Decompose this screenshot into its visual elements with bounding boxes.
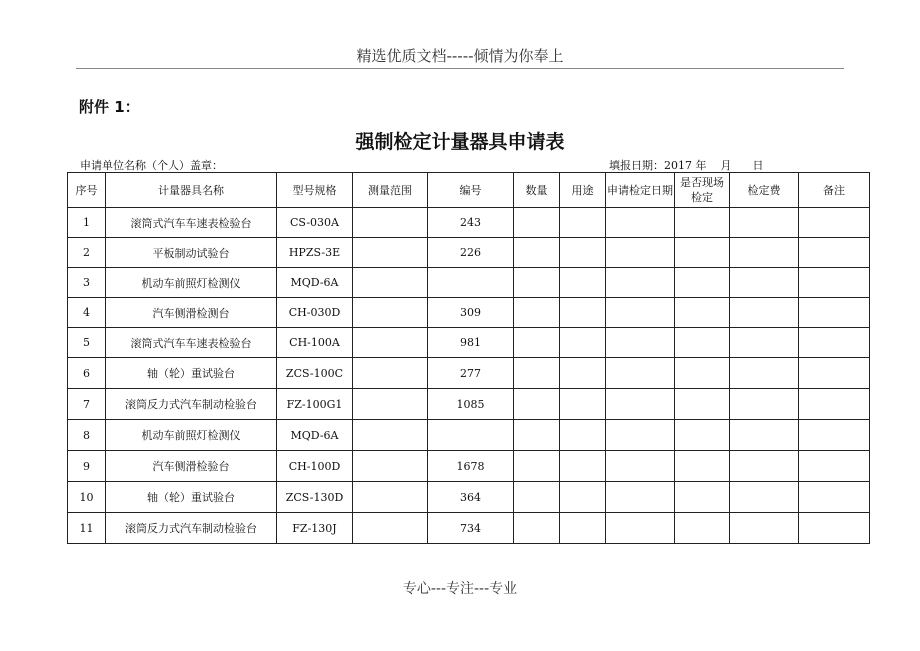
cell-range bbox=[353, 298, 428, 328]
cell-quantity bbox=[514, 208, 560, 238]
cell-name: 滚筒反力式汽车制动检验台 bbox=[106, 513, 277, 544]
cell-quantity bbox=[514, 298, 560, 328]
cell-number: 734 bbox=[428, 513, 514, 544]
cell-request bbox=[606, 389, 675, 420]
cell-number bbox=[428, 420, 514, 451]
cell-request bbox=[606, 238, 675, 268]
cell-seq: 2 bbox=[68, 238, 106, 268]
cell-seq: 7 bbox=[68, 389, 106, 420]
cell-model: HPZS-3E bbox=[277, 238, 353, 268]
table-header-row bbox=[68, 173, 870, 208]
table-body bbox=[68, 208, 870, 544]
cell-number bbox=[428, 268, 514, 298]
cell-name: 滚筒式汽车车速表检验台 bbox=[106, 328, 277, 358]
cell-seq: 4 bbox=[68, 298, 106, 328]
cell-seq: 1 bbox=[68, 208, 106, 238]
cell-remark bbox=[799, 208, 870, 238]
cell-remark bbox=[799, 328, 870, 358]
cell-model: ZCS-130D bbox=[277, 482, 353, 513]
cell-request bbox=[606, 358, 675, 389]
cell-onsite bbox=[675, 238, 730, 268]
fill-date-day: 日 bbox=[752, 159, 764, 172]
cell-onsite bbox=[675, 358, 730, 389]
cell-fee bbox=[730, 389, 799, 420]
table-row bbox=[68, 513, 870, 544]
cell-remark bbox=[799, 298, 870, 328]
header-range: 测量范围 bbox=[353, 173, 428, 208]
cell-range bbox=[353, 208, 428, 238]
cell-remark bbox=[799, 451, 870, 482]
header-seq: 序号 bbox=[68, 173, 106, 208]
cell-name: 汽车侧滑检测台 bbox=[106, 298, 277, 328]
page-footer: 专心---专注---专业 bbox=[402, 581, 518, 597]
cell-onsite bbox=[675, 328, 730, 358]
cell-purpose bbox=[560, 451, 606, 482]
cell-fee bbox=[730, 328, 799, 358]
table-row bbox=[68, 298, 870, 328]
cell-name: 轴（轮）重试验台 bbox=[106, 482, 277, 513]
cell-name: 轴（轮）重试验台 bbox=[106, 358, 277, 389]
cell-request bbox=[606, 208, 675, 238]
header-quantity: 数量 bbox=[514, 173, 560, 208]
cell-range bbox=[353, 238, 428, 268]
cell-onsite bbox=[675, 208, 730, 238]
cell-purpose bbox=[560, 238, 606, 268]
fill-date-year: 2017 年 bbox=[664, 159, 707, 172]
cell-quantity bbox=[514, 482, 560, 513]
cell-fee bbox=[730, 268, 799, 298]
cell-request bbox=[606, 298, 675, 328]
cell-seq: 6 bbox=[68, 358, 106, 389]
applicant-label: 申请单位名称（个人）盖章： bbox=[80, 159, 223, 172]
cell-purpose bbox=[560, 208, 606, 238]
cell-onsite bbox=[675, 268, 730, 298]
cell-range bbox=[353, 389, 428, 420]
table-row bbox=[68, 358, 870, 389]
header-fee: 检定费 bbox=[730, 173, 799, 208]
cell-range bbox=[353, 420, 428, 451]
application-table bbox=[67, 172, 870, 544]
document-title: 强制检定计量器具申请表 bbox=[355, 131, 565, 153]
table-row bbox=[68, 238, 870, 268]
cell-name: 滚筒反力式汽车制动检验台 bbox=[106, 389, 277, 420]
cell-number: 226 bbox=[428, 238, 514, 268]
cell-fee bbox=[730, 208, 799, 238]
cell-fee bbox=[730, 482, 799, 513]
cell-number: 981 bbox=[428, 328, 514, 358]
cell-number: 277 bbox=[428, 358, 514, 389]
cell-range bbox=[353, 513, 428, 544]
cell-name: 机动车前照灯检测仪 bbox=[106, 268, 277, 298]
cell-model: FZ-100G1 bbox=[277, 389, 353, 420]
cell-quantity bbox=[514, 513, 560, 544]
cell-model: CH-030D bbox=[277, 298, 353, 328]
cell-request bbox=[606, 268, 675, 298]
cell-fee bbox=[730, 238, 799, 268]
cell-purpose bbox=[560, 328, 606, 358]
cell-remark bbox=[799, 238, 870, 268]
cell-quantity bbox=[514, 358, 560, 389]
cell-name: 汽车侧滑检验台 bbox=[106, 451, 277, 482]
cell-remark bbox=[799, 482, 870, 513]
cell-quantity bbox=[514, 328, 560, 358]
cell-onsite bbox=[675, 298, 730, 328]
cell-fee bbox=[730, 513, 799, 544]
header-purpose: 用途 bbox=[560, 173, 606, 208]
cell-model: FZ-130J bbox=[277, 513, 353, 544]
cell-remark bbox=[799, 389, 870, 420]
cell-request bbox=[606, 328, 675, 358]
cell-seq: 9 bbox=[68, 451, 106, 482]
cell-purpose bbox=[560, 482, 606, 513]
cell-seq: 11 bbox=[68, 513, 106, 544]
cell-request bbox=[606, 482, 675, 513]
cell-seq: 8 bbox=[68, 420, 106, 451]
cell-quantity bbox=[514, 268, 560, 298]
cell-purpose bbox=[560, 268, 606, 298]
cell-range bbox=[353, 451, 428, 482]
cell-range bbox=[353, 268, 428, 298]
cell-onsite bbox=[675, 482, 730, 513]
cell-request bbox=[606, 420, 675, 451]
cell-number: 243 bbox=[428, 208, 514, 238]
cell-quantity bbox=[514, 451, 560, 482]
table-row bbox=[68, 208, 870, 238]
cell-fee bbox=[730, 298, 799, 328]
cell-quantity bbox=[514, 420, 560, 451]
fill-date-month: 月 bbox=[720, 159, 732, 172]
cell-name: 机动车前照灯检测仪 bbox=[106, 420, 277, 451]
cell-number: 1085 bbox=[428, 389, 514, 420]
cell-model: MQD-6A bbox=[277, 420, 353, 451]
cell-fee bbox=[730, 420, 799, 451]
cell-onsite bbox=[675, 451, 730, 482]
table-row bbox=[68, 328, 870, 358]
header-model: 型号规格 bbox=[277, 173, 353, 208]
cell-purpose bbox=[560, 420, 606, 451]
cell-seq: 10 bbox=[68, 482, 106, 513]
cell-model: CH-100A bbox=[277, 328, 353, 358]
cell-range bbox=[353, 482, 428, 513]
cell-model: CS-030A bbox=[277, 208, 353, 238]
cell-onsite bbox=[675, 513, 730, 544]
fill-date bbox=[609, 157, 763, 173]
header-request-date: 申请检定日期 bbox=[606, 173, 675, 208]
header-divider bbox=[76, 68, 844, 69]
cell-range bbox=[353, 358, 428, 389]
table-row bbox=[68, 451, 870, 482]
header-number: 编号 bbox=[428, 173, 514, 208]
cell-fee bbox=[730, 358, 799, 389]
cell-seq: 3 bbox=[68, 268, 106, 298]
cell-fee bbox=[730, 451, 799, 482]
cell-remark bbox=[799, 420, 870, 451]
header-onsite: 是否现场检定 bbox=[675, 173, 730, 208]
cell-onsite bbox=[675, 389, 730, 420]
cell-purpose bbox=[560, 358, 606, 389]
table-row bbox=[68, 389, 870, 420]
cell-model: CH-100D bbox=[277, 451, 353, 482]
cell-number: 364 bbox=[428, 482, 514, 513]
cell-quantity bbox=[514, 238, 560, 268]
page-header-title: 精选优质文档-----倾情为你奉上 bbox=[356, 47, 564, 65]
attachment-label: 附件 1： bbox=[79, 98, 140, 116]
cell-quantity bbox=[514, 389, 560, 420]
cell-range bbox=[353, 328, 428, 358]
cell-remark bbox=[799, 513, 870, 544]
cell-request bbox=[606, 513, 675, 544]
fill-date-label: 填报日期： bbox=[609, 159, 664, 172]
cell-name: 滚筒式汽车车速表检验台 bbox=[106, 208, 277, 238]
cell-purpose bbox=[560, 389, 606, 420]
cell-number: 1678 bbox=[428, 451, 514, 482]
cell-request bbox=[606, 451, 675, 482]
table-row bbox=[68, 420, 870, 451]
cell-remark bbox=[799, 358, 870, 389]
cell-model: MQD-6A bbox=[277, 268, 353, 298]
header-name: 计量器具名称 bbox=[106, 173, 277, 208]
cell-purpose bbox=[560, 513, 606, 544]
cell-model: ZCS-100C bbox=[277, 358, 353, 389]
cell-purpose bbox=[560, 298, 606, 328]
table-row bbox=[68, 482, 870, 513]
cell-remark bbox=[799, 268, 870, 298]
cell-name: 平板制动试验台 bbox=[106, 238, 277, 268]
cell-seq: 5 bbox=[68, 328, 106, 358]
cell-number: 309 bbox=[428, 298, 514, 328]
table-row bbox=[68, 268, 870, 298]
header-remark: 备注 bbox=[799, 173, 870, 208]
cell-onsite bbox=[675, 420, 730, 451]
